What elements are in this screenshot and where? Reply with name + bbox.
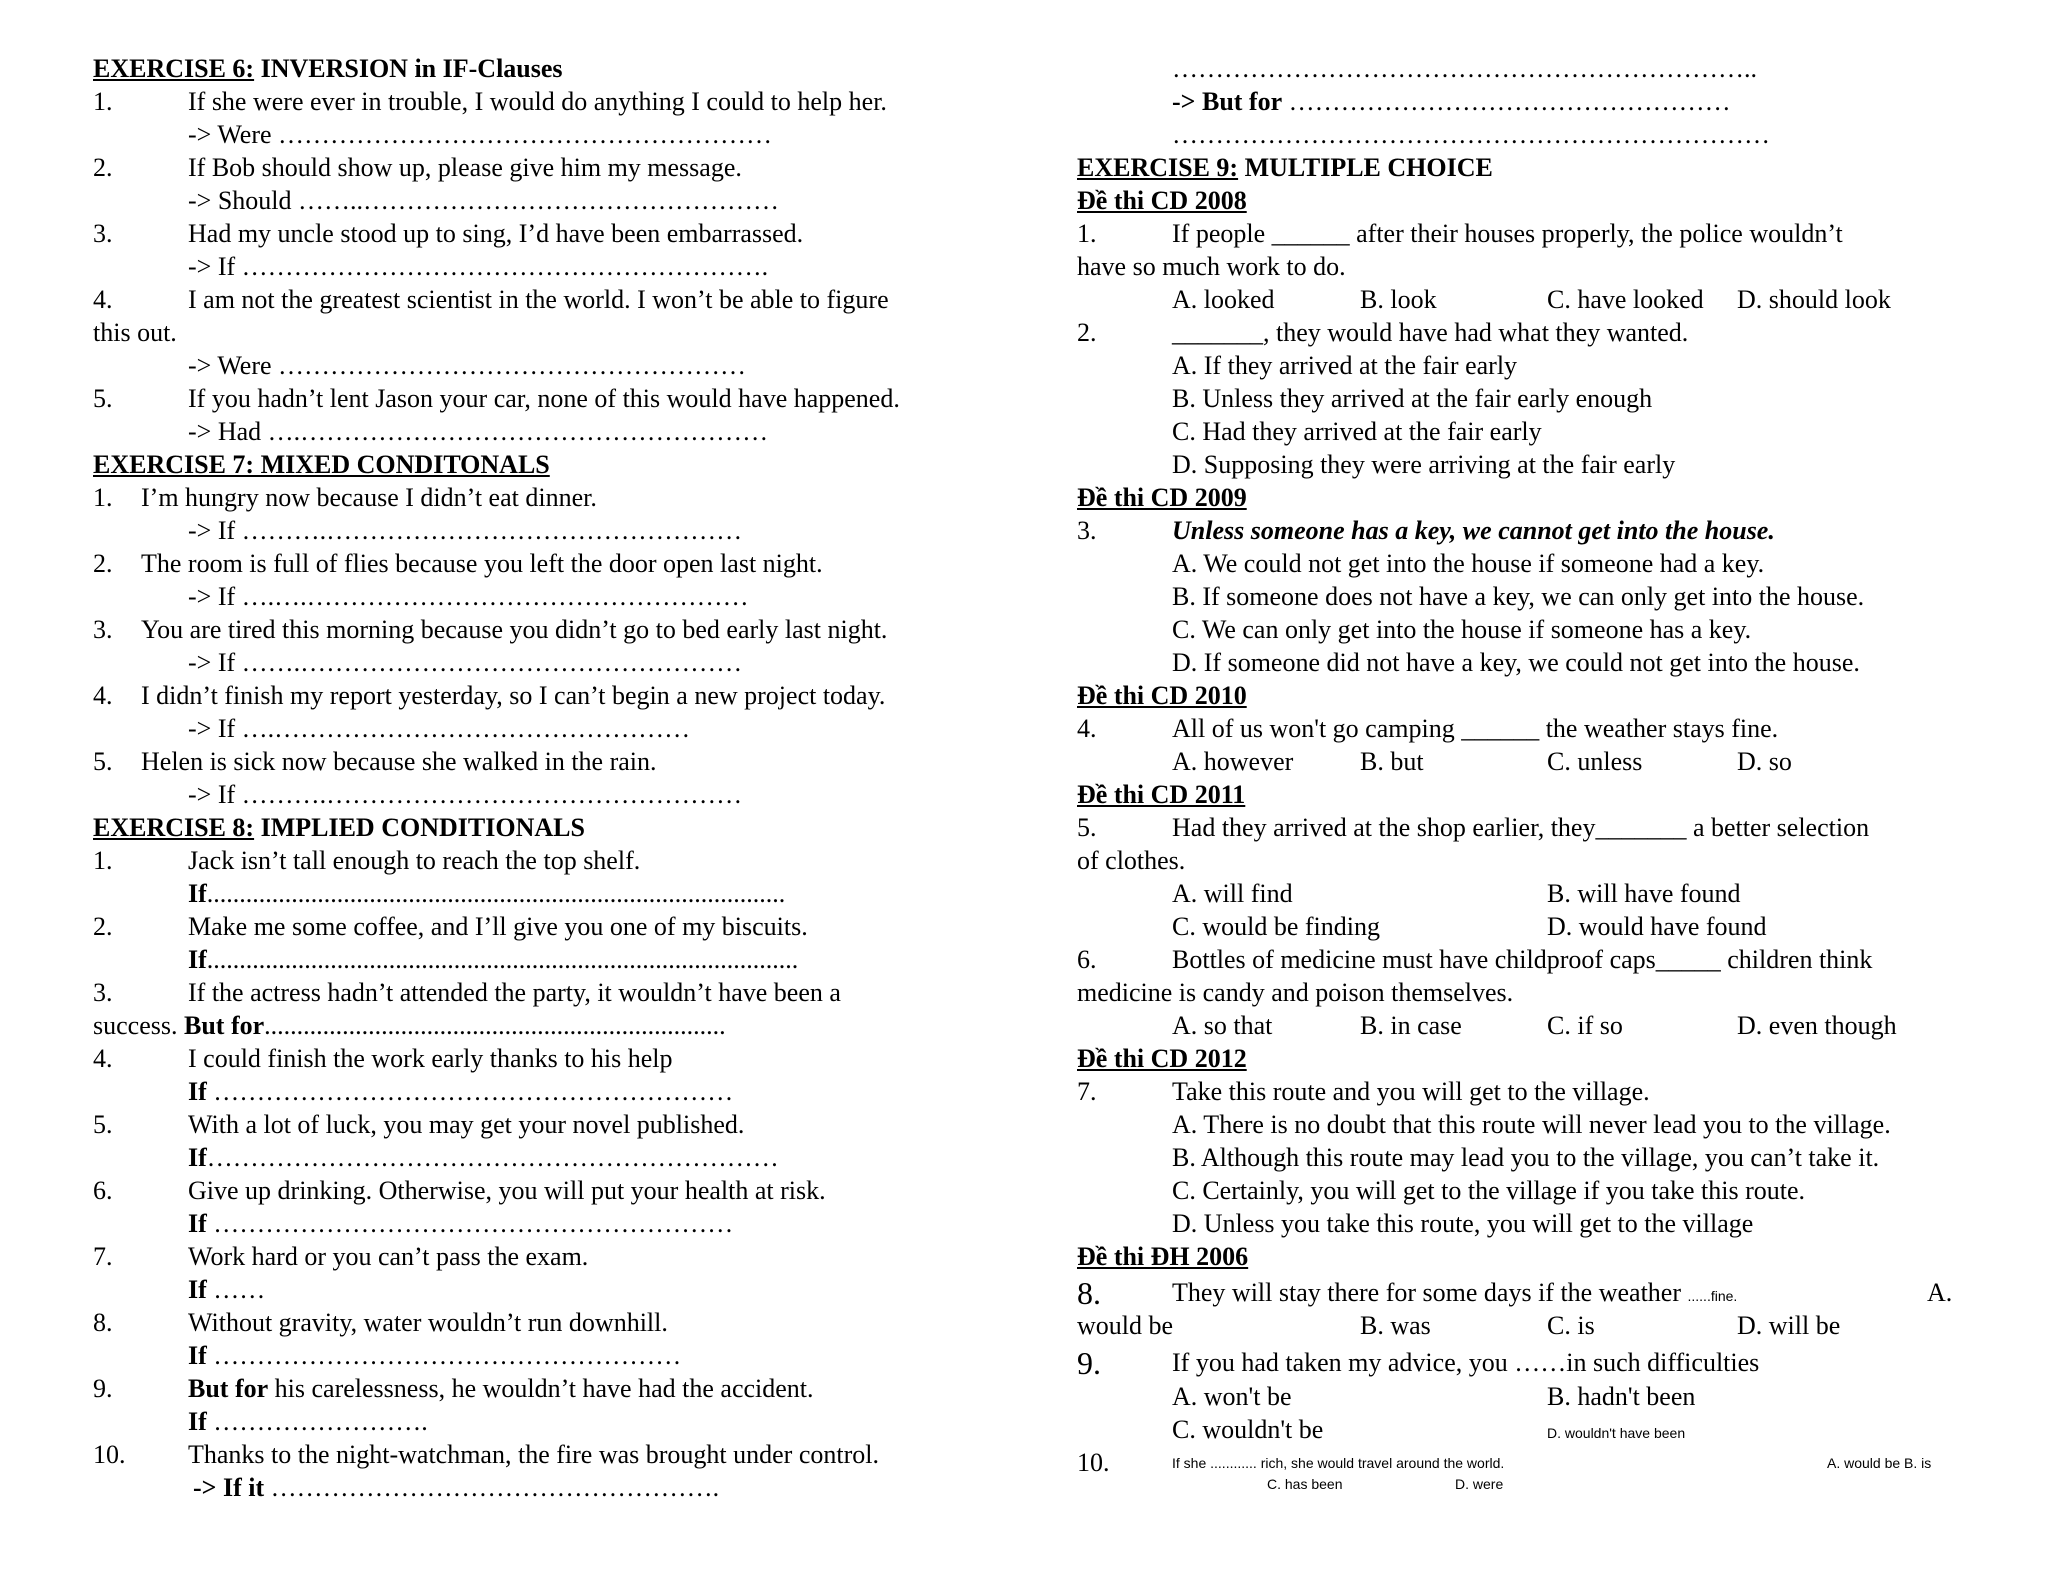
option: D. should look bbox=[1737, 285, 1891, 314]
ex9-q3-option-a: A. We could not get into the house if someone had a key. bbox=[1172, 549, 1765, 578]
ex9-q7: 7. Take this route and you will get to the village. bbox=[1077, 1077, 1650, 1106]
option: B. but bbox=[1360, 747, 1424, 776]
ex9-q1: 1. If people ______ after their houses properly, the police wouldn’t bbox=[1077, 219, 1843, 248]
option: D. wouldn't have been bbox=[1547, 1425, 1686, 1441]
ex9-q2-option-a: A. If they arrived at the fair early bbox=[1172, 351, 1518, 380]
option: B. was bbox=[1360, 1311, 1431, 1340]
ex9-q5: 5. Had they arrived at the shop earlier, they_______ a better selection bbox=[1077, 813, 1870, 842]
exercise-9-heading: EXERCISE 9: MULTIPLE CHOICE bbox=[1077, 153, 1493, 182]
section-2006: Đề thi ĐH 2006 bbox=[1077, 1242, 1249, 1271]
ex7-answer-3: -> If …….…………………………………………… bbox=[188, 648, 743, 677]
ex7-item-4: 4. I didn’t finish my report yesterday, so I can’t begin a new project today. bbox=[93, 681, 886, 710]
ex9-q2: 2. _______, they would have had what they wanted. bbox=[1077, 318, 1689, 347]
right-column bbox=[1077, 52, 1977, 1494]
ex8-item-3: 3. If the actress hadn’t attended the party, it wouldn’t have been a bbox=[93, 978, 841, 1007]
ex9-q1-options bbox=[1077, 283, 1977, 316]
option: C. unless bbox=[1547, 747, 1643, 776]
ex9-q10: 10. If she ............ rich, she would travel around the world. A. would be B. is bbox=[1077, 1448, 1932, 1477]
ex8-answer-6: If …………………………………………………… bbox=[188, 1209, 734, 1238]
ex9-q9-options-ab bbox=[1077, 1380, 1977, 1413]
ex9-q9-options-cd bbox=[1077, 1413, 1977, 1446]
exercise-6-heading: EXERCISE 6: INVERSION in IF-Clauses bbox=[93, 54, 563, 83]
option: C. would be finding bbox=[1172, 912, 1380, 941]
ex8-answer-4: If …………………………………………………… bbox=[188, 1077, 734, 1106]
ex8-cont-but-for: -> But for …………………………………………… bbox=[1172, 87, 1731, 116]
ex9-q5-options-ab bbox=[1077, 877, 1977, 910]
ex8-cont-dots-2: …………………………………………………………… bbox=[1172, 120, 1770, 149]
ex9-q1-cont: have so much work to do. bbox=[1077, 252, 1346, 281]
ex9-q7-option-c: C. Certainly, you will get to the village if you take this route. bbox=[1172, 1176, 1806, 1205]
ex6-answer-3: -> If ……………………………………………………. bbox=[188, 252, 769, 281]
ex9-q7-option-d: D. Unless you take this route, you will get to the village bbox=[1172, 1209, 1754, 1238]
ex8-item-2: 2. Make me some coffee, and I’ll give you one of my biscuits. bbox=[93, 912, 808, 941]
section-2011: Đề thi CD 2011 bbox=[1077, 780, 1246, 809]
ex9-q4-options bbox=[1077, 745, 1977, 778]
ex9-q10-options: C. has been D. were bbox=[1267, 1476, 1504, 1492]
option: D. will be bbox=[1737, 1311, 1841, 1340]
option: C. wouldn't be bbox=[1172, 1415, 1324, 1444]
option: A. won't be bbox=[1172, 1382, 1292, 1411]
ex6-item-2: 2. If Bob should show up, please give him my message. bbox=[93, 153, 742, 182]
option: C. have looked bbox=[1547, 285, 1704, 314]
option: B. will have found bbox=[1547, 879, 1741, 908]
ex8-item-7: 7. Work hard or you can’t pass the exam. bbox=[93, 1242, 589, 1271]
ex7-answer-1: -> If ……….………………………………………… bbox=[188, 516, 743, 545]
ex7-item-3: 3. You are tired this morning because you didn’t go to bed early last night. bbox=[93, 615, 888, 644]
section-2012: Đề thi CD 2012 bbox=[1077, 1044, 1247, 1073]
ex9-q3-option-c: C. We can only get into the house if someone has a key. bbox=[1172, 615, 1752, 644]
ex6-item-3: 3. Had my uncle stood up to sing, I’d have been embarrassed. bbox=[93, 219, 804, 248]
ex8-item-5: 5. With a lot of luck, you may get your novel published. bbox=[93, 1110, 745, 1139]
ex9-q9: 9. If you had taken my advice, you ……in such difficulties bbox=[1077, 1345, 1760, 1381]
exercise-7-heading: EXERCISE 7: MIXED CONDITONALS bbox=[93, 450, 550, 479]
option: A. will find bbox=[1172, 879, 1293, 908]
ex9-q2-option-b: B. Unless they arrived at the fair early enough bbox=[1172, 384, 1653, 413]
ex6-item-4: 4. I am not the greatest scientist in the world. I won’t be able to figure bbox=[93, 285, 889, 314]
ex7-answer-2: -> If ….….…………………………………………… bbox=[188, 582, 749, 611]
ex6-answer-5: -> Had ….……………………………………………… bbox=[188, 417, 769, 446]
ex9-q2-option-c: C. Had they arrived at the fair early bbox=[1172, 417, 1542, 446]
ex8-item-8: 8. Without gravity, water wouldn’t run downhill. bbox=[93, 1308, 668, 1337]
exercise-8-heading: EXERCISE 8: IMPLIED CONDITIONALS bbox=[93, 813, 585, 842]
option: B. in case bbox=[1360, 1011, 1462, 1040]
ex9-q2-option-d: D. Supposing they were arriving at the fair early bbox=[1172, 450, 1676, 479]
option: B. look bbox=[1360, 285, 1437, 314]
section-2009: Đề thi CD 2009 bbox=[1077, 483, 1247, 512]
ex8-cont-dots-1: ………………………………………………………….. bbox=[1172, 54, 1757, 83]
ex8-answer-7: If …… bbox=[188, 1275, 266, 1304]
option: D. even though bbox=[1737, 1011, 1897, 1040]
ex7-item-2: 2. The room is full of flies because you left the door open last night. bbox=[93, 549, 823, 578]
ex7-item-5: 5. Helen is sick now because she walked in the rain. bbox=[93, 747, 657, 776]
ex8-item-10: 10. Thanks to the night-watchman, the fire was brought under control. bbox=[93, 1440, 879, 1469]
ex7-answer-5: -> If ……….………………………………………… bbox=[188, 780, 743, 809]
ex6-item-4-cont: this out. bbox=[93, 318, 177, 347]
ex9-q3-option-d: D. If someone did not have a key, we could not get into the house. bbox=[1172, 648, 1860, 677]
ex6-answer-2: -> Should ……..………………………………………… bbox=[188, 186, 780, 215]
ex8-item-3-cont: success. But for....................................................................... bbox=[93, 1011, 726, 1040]
ex8-item-6: 6. Give up drinking. Otherwise, you will put your health at risk. bbox=[93, 1176, 826, 1205]
ex8-answer-8: If ……………………………………………… bbox=[188, 1341, 682, 1370]
ex8-answer-1: If......................................................................................... bbox=[188, 879, 786, 908]
ex9-q8: 8. They will stay there for some days if the weather ......fine. A. bbox=[1077, 1275, 1953, 1311]
ex7-answer-4: -> If ….………………………………………… bbox=[188, 714, 691, 743]
ex9-q6-cont: medicine is candy and poison themselves. bbox=[1077, 978, 1514, 1007]
option: A. looked bbox=[1172, 285, 1275, 314]
section-2010: Đề thi CD 2010 bbox=[1077, 681, 1247, 710]
option: D. would have found bbox=[1547, 912, 1767, 941]
option: A. so that bbox=[1172, 1011, 1273, 1040]
ex6-answer-1: -> Were ………………………………………………… bbox=[188, 120, 773, 149]
option: C. if so bbox=[1547, 1011, 1623, 1040]
section-2008: Đề thi CD 2008 bbox=[1077, 186, 1247, 215]
ex8-item-1: 1. Jack isn’t tall enough to reach the top shelf. bbox=[93, 846, 641, 875]
ex8-answer-2: If........................................................................................... bbox=[188, 945, 799, 974]
ex7-item-1: 1. I’m hungry now because I didn’t eat dinner. bbox=[93, 483, 597, 512]
ex9-q3-option-b: B. If someone does not have a key, we can only get into the house. bbox=[1172, 582, 1865, 611]
ex9-q6: 6. Bottles of medicine must have childproof caps_____ children think bbox=[1077, 945, 1873, 974]
ex9-q7-option-b: B. Although this route may lead you to the village, you can’t take it. bbox=[1172, 1143, 1880, 1172]
ex9-q8-options: would be B. was C. is D. will be bbox=[1077, 1311, 1841, 1340]
ex8-item-9: 9. But for his carelessness, he wouldn’t have had the accident. bbox=[93, 1374, 814, 1403]
option: A. however bbox=[1172, 747, 1294, 776]
ex9-q5-options-cd bbox=[1077, 910, 1977, 943]
ex9-q4: 4. All of us won't go camping ______ the weather stays fine. bbox=[1077, 714, 1779, 743]
option: C. is bbox=[1547, 1311, 1595, 1340]
option: D. so bbox=[1737, 747, 1792, 776]
left-column bbox=[93, 52, 1023, 1504]
ex6-item-1: 1. If she were ever in trouble, I would do anything I could to help her. bbox=[93, 87, 887, 116]
ex9-q5-cont: of clothes. bbox=[1077, 846, 1186, 875]
ex8-item-4: 4. I could finish the work early thanks to his help bbox=[93, 1044, 673, 1073]
ex6-answer-4: -> Were ……………………………………………… bbox=[188, 351, 747, 380]
ex9-q6-options bbox=[1077, 1009, 1977, 1042]
ex9-q7-option-a: A. There is no doubt that this route will never lead you to the village. bbox=[1172, 1110, 1891, 1139]
ex8-answer-10: -> If it ……………………………………………. bbox=[193, 1473, 720, 1502]
option: B. hadn't been bbox=[1547, 1382, 1696, 1411]
ex8-answer-5: If………………………………………………………… bbox=[188, 1143, 779, 1172]
ex9-q3: 3. Unless someone has a key, we cannot get into the house. bbox=[1077, 516, 1775, 545]
ex6-item-5: 5. If you hadn’t lent Jason your car, none of this would have happened. bbox=[93, 384, 900, 413]
ex8-answer-9: If ……………………. bbox=[188, 1407, 428, 1436]
